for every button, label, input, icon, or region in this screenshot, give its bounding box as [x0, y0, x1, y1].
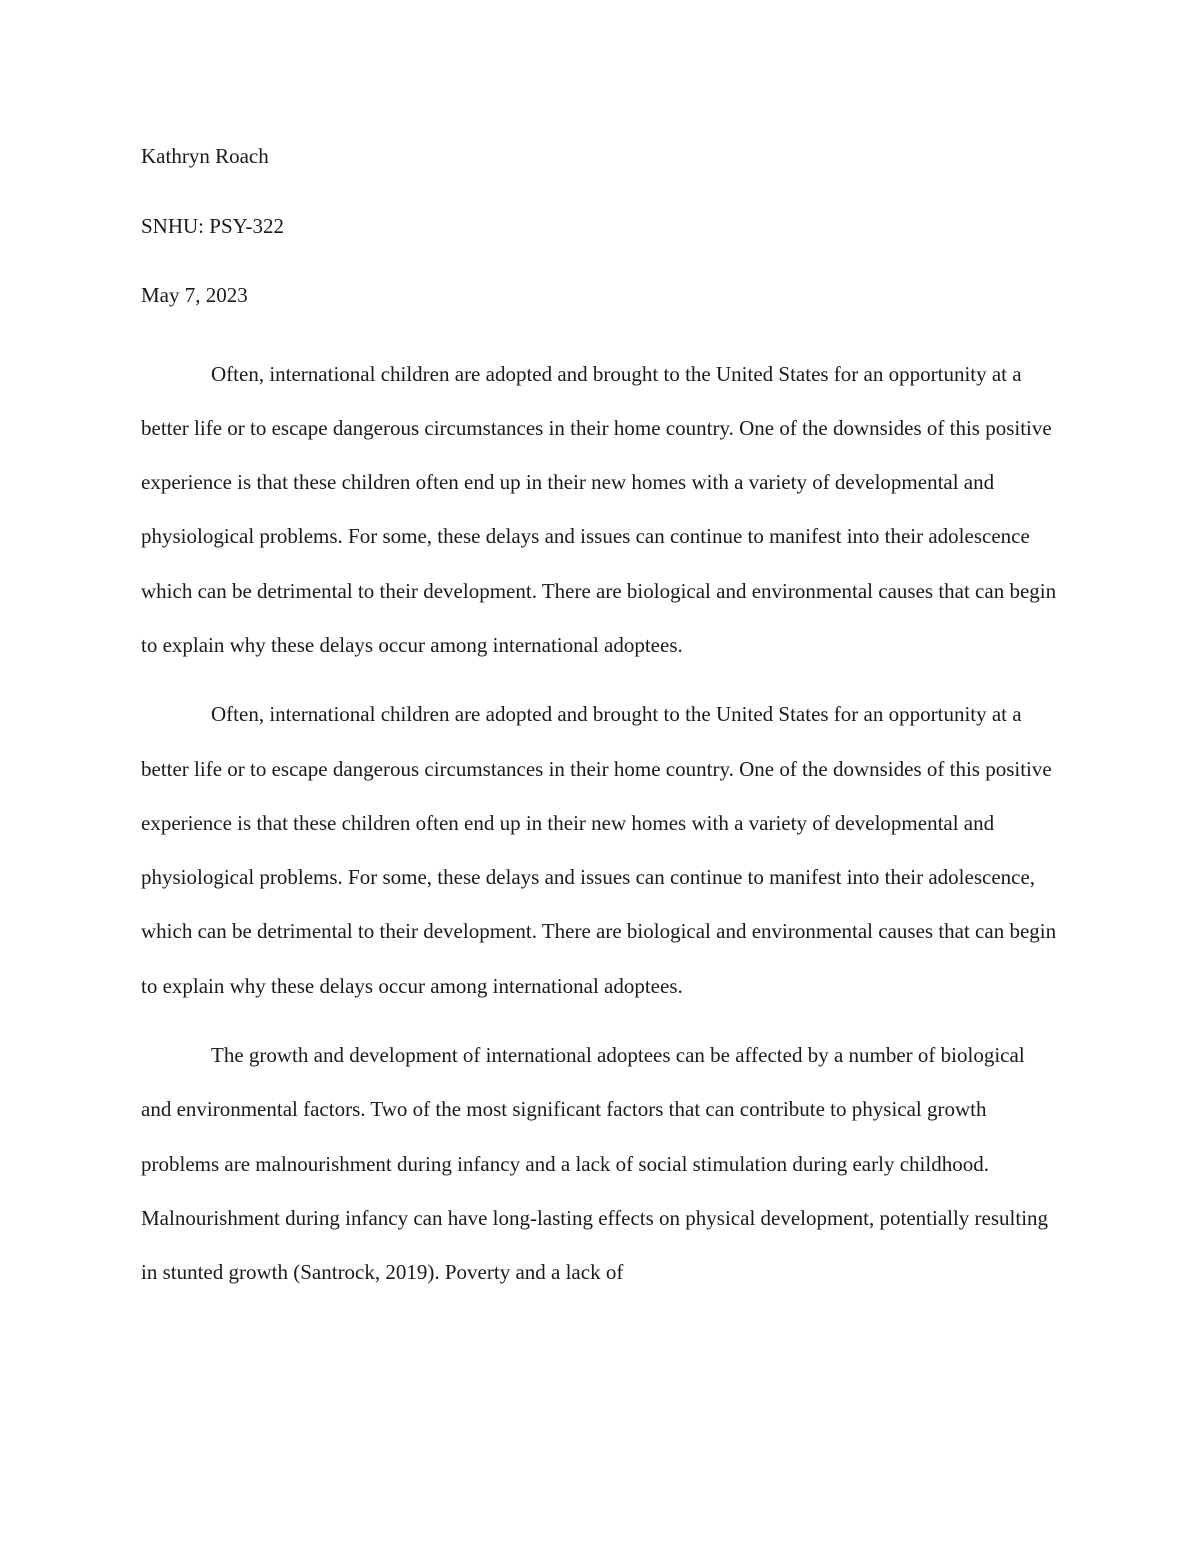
document-date: May 7, 2023 — [141, 283, 248, 307]
document-body — [141, 138, 1059, 1315]
paragraph-1: Often, international children are adopted and brought to the United States for an opportunity at a better life or to escape dangerous circumstances in their home country. One of the downsides of this positive experience is that these children often end up in their new homes with a variety of developmental and physiological problems. For some, these delays and issues can continue to manifest into their adolescence which can be detrimental to their development. There are biological and environmental causes that can begin to explain why these delays occur among international adoptees. — [141, 361, 1057, 657]
paragraph-2: Often, international children are adopted and brought to the United States for an opportunity at a better life or to escape dangerous circumstances in their home country. One of the downsides of this positive experience is that these children often end up in their new homes with a variety of developmental and physiological problems. For some, these delays and issues can continue to manifest into their adolescence, which can be detrimental to their development. There are biological and environmental causes that can begin to explain why these delays occur among international adoptees. — [141, 702, 1057, 998]
paragraph-3: The growth and development of international adoptees can be affected by a number of biological and environmental factors. Two of the most significant factors that can contribute to physical growth problems are malnourishment during infancy and a lack of social stimulation during early childhood. Malnourishment during infancy can have long-lasting effects on physical development, potentially resulting in stunted growth (Santrock, 2019). Poverty and a lack of — [141, 1043, 1049, 1285]
course-code: SNHU: PSY-322 — [141, 213, 284, 238]
author-name: Kathryn Roach — [141, 144, 269, 168]
